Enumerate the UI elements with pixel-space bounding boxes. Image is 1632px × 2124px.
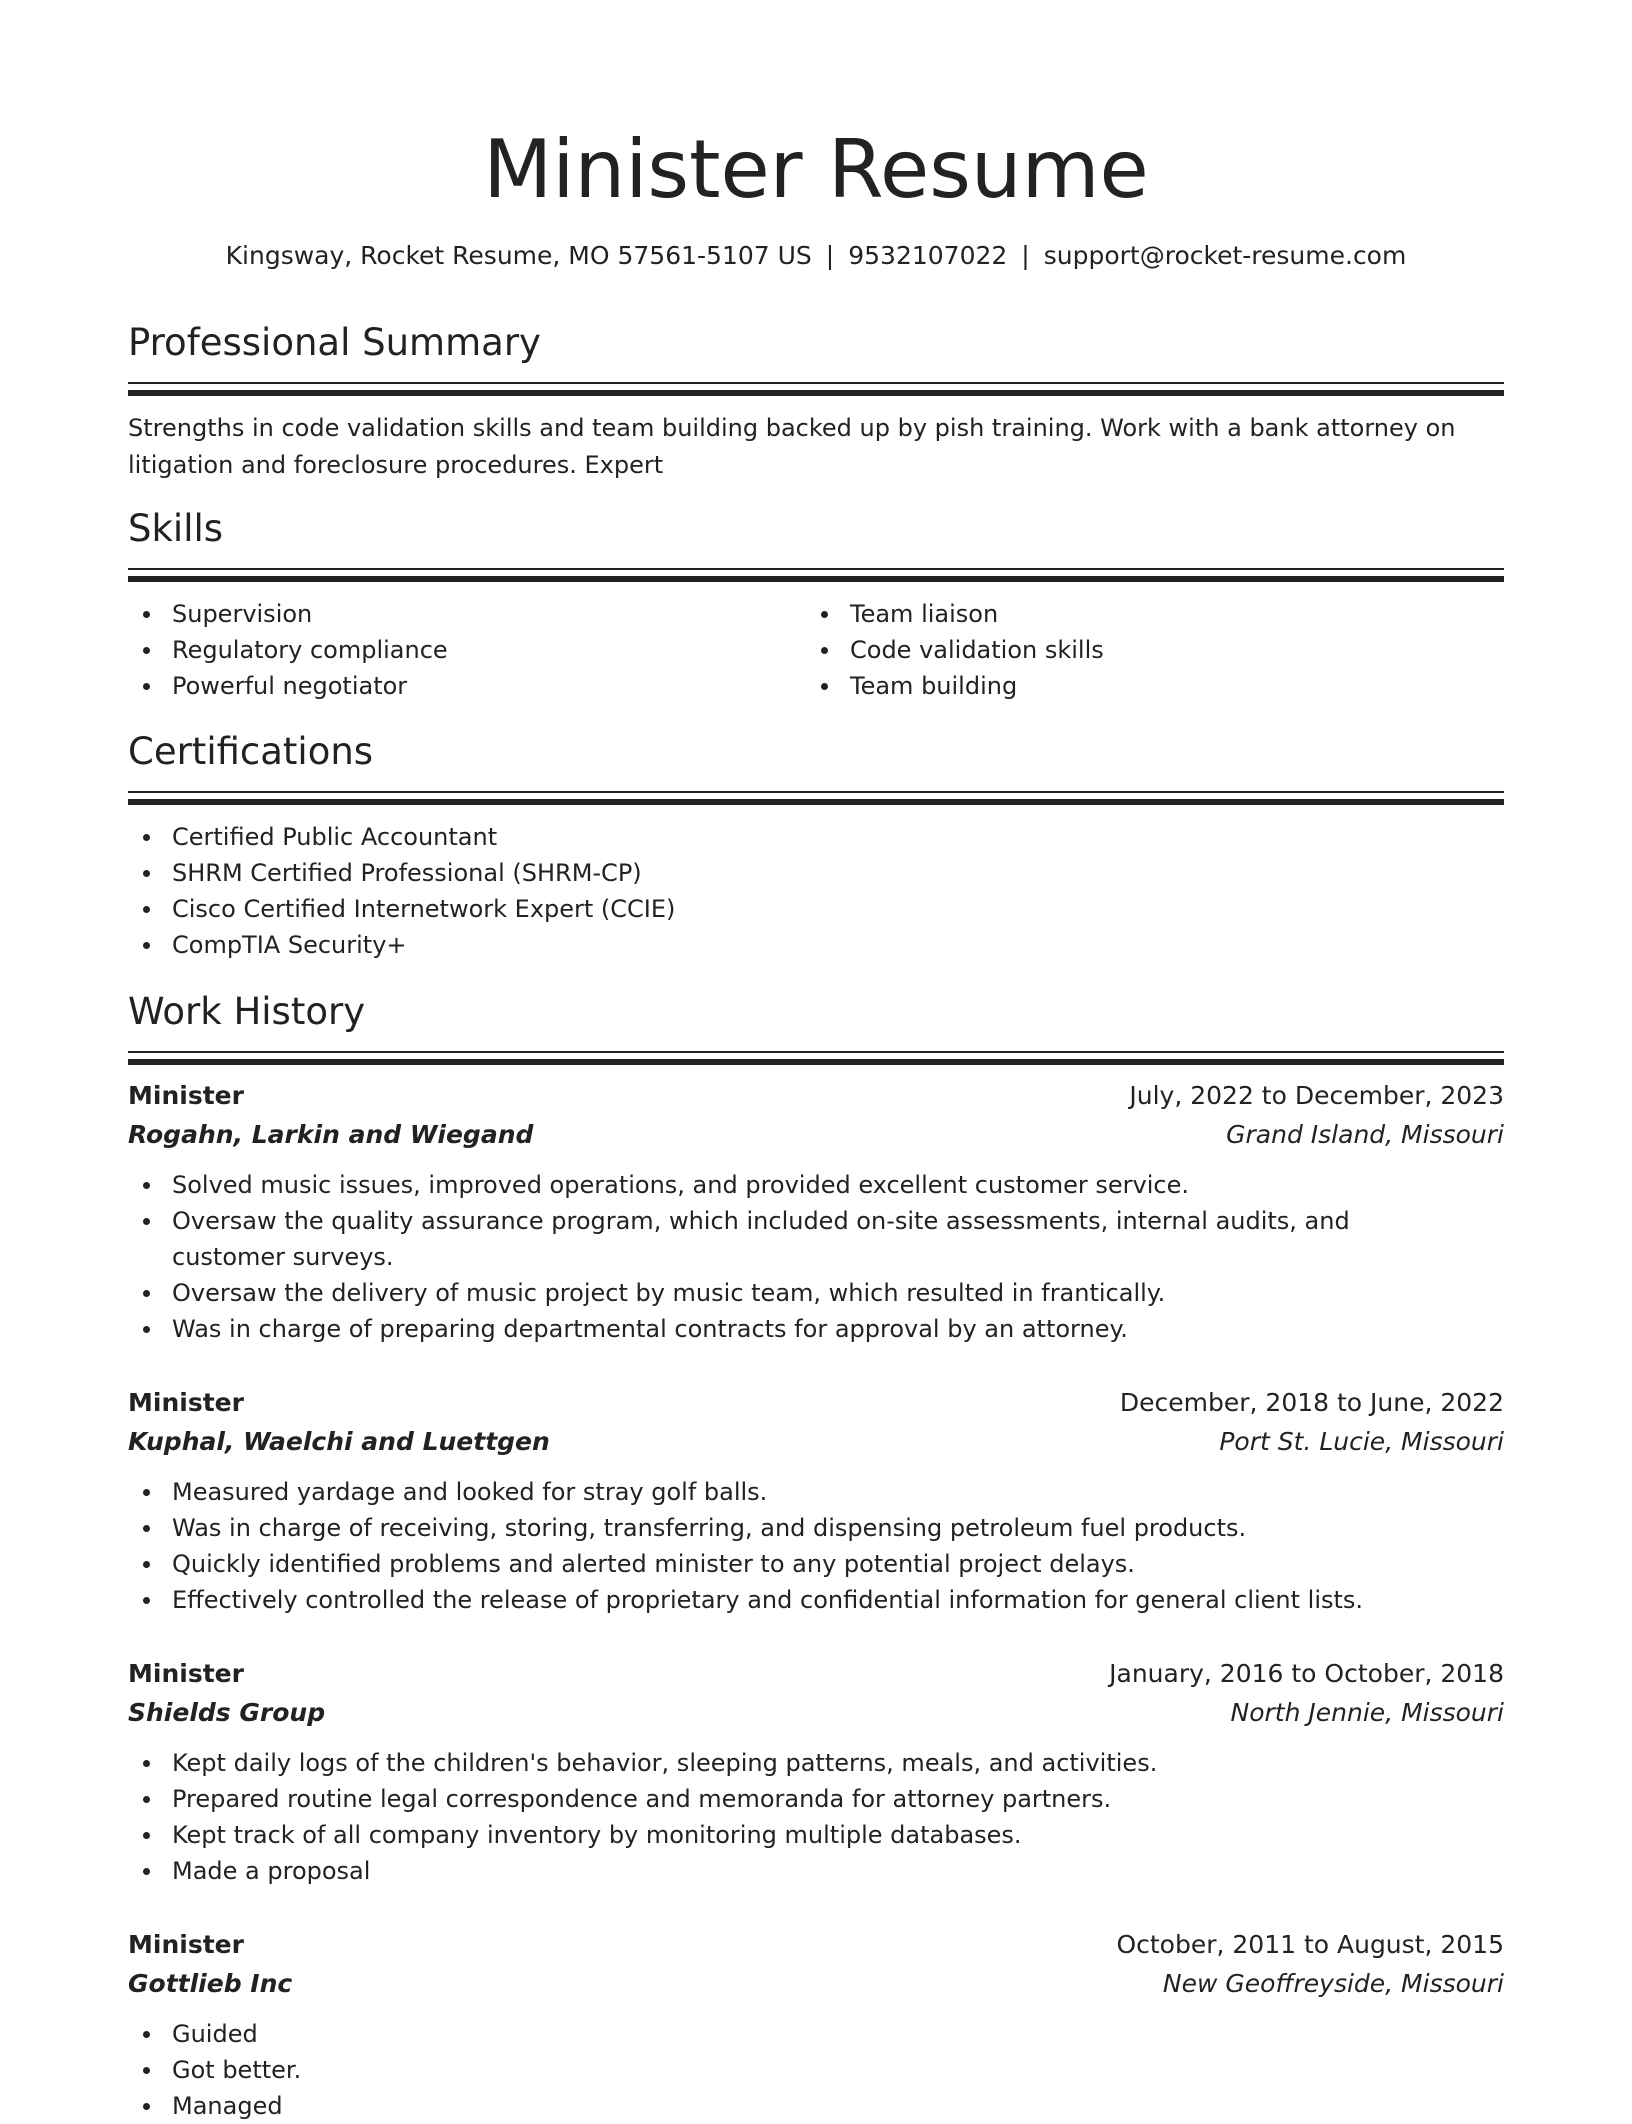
section-rule-thick bbox=[128, 799, 1504, 805]
job-bullet: Kept track of all company inventory by monitoring multiple databases. bbox=[128, 1817, 1504, 1853]
job-location: New Geoffreyside, Missouri bbox=[1162, 1969, 1504, 1998]
skill-item: Team liaison bbox=[806, 596, 1484, 632]
job-bullet: Guided bbox=[128, 2016, 1504, 2052]
certification-item: Certified Public Accountant bbox=[128, 819, 1504, 855]
certification-item: Cisco Certified Internetwork Expert (CCIE) bbox=[128, 891, 1504, 927]
job-bullet: Prepared routine legal correspondence and memoranda for attorney partners. bbox=[128, 1781, 1504, 1817]
job-company: Rogahn, Larkin and Wiegand bbox=[128, 1120, 534, 1149]
work-history-section bbox=[128, 987, 1504, 1065]
job-entry bbox=[128, 1384, 1504, 1618]
job-entry bbox=[128, 1926, 1504, 2124]
job-bullet: Got better. bbox=[128, 2052, 1504, 2088]
section-rule bbox=[128, 568, 1504, 570]
job-dates: January, 2016 to October, 2018 bbox=[1109, 1659, 1504, 1688]
skill-item: Regulatory compliance bbox=[128, 632, 806, 668]
job-location: Grand Island, Missouri bbox=[1226, 1120, 1504, 1149]
job-entry bbox=[128, 1655, 1504, 1889]
job-title: Minister bbox=[128, 1930, 244, 1959]
resume-title: Minister Resume bbox=[483, 123, 1149, 216]
job-location: North Jennie, Missouri bbox=[1230, 1698, 1504, 1727]
job-bullet: Kept daily logs of the children's behavior, sleeping patterns, meals, and activities. bbox=[128, 1745, 1504, 1781]
job-title: Minister bbox=[128, 1388, 244, 1417]
job-header-row bbox=[128, 1926, 1504, 1964]
job-location: Port St. Lucie, Missouri bbox=[1219, 1427, 1504, 1456]
certifications-list bbox=[128, 819, 1504, 963]
skill-item: Supervision bbox=[128, 596, 806, 632]
work-history-heading: Work History bbox=[128, 990, 366, 1033]
skill-item: Team building bbox=[806, 668, 1484, 704]
contact-phone: 9532107022 bbox=[848, 241, 1008, 270]
job-bullet: Quickly identified problems and alerted minister to any potential project delays. bbox=[128, 1546, 1504, 1582]
skills-heading: Skills bbox=[128, 507, 224, 550]
skills-left-list bbox=[128, 596, 806, 704]
job-bullet: Oversaw the delivery of music project by music team, which resulted in frantically. bbox=[128, 1275, 1504, 1311]
contact-address: Kingsway, Rocket Resume, MO 57561-5107 US bbox=[225, 241, 812, 270]
skills-right-list bbox=[806, 596, 1484, 704]
section-rule-thick bbox=[128, 576, 1504, 582]
section-rule bbox=[128, 382, 1504, 384]
job-company-row bbox=[128, 1693, 1504, 1733]
contact-line bbox=[128, 238, 1504, 274]
contact-separator: | bbox=[825, 241, 835, 270]
certifications-heading: Certifications bbox=[128, 730, 374, 773]
job-bullet-list bbox=[128, 2016, 1504, 2124]
section-rule-thick bbox=[128, 1059, 1504, 1065]
certification-item: CompTIA Security+ bbox=[128, 927, 1504, 963]
section-rule bbox=[128, 1051, 1504, 1053]
job-company: Kuphal, Waelchi and Luettgen bbox=[128, 1427, 550, 1456]
job-title: Minister bbox=[128, 1081, 244, 1110]
job-dates: July, 2022 to December, 2023 bbox=[1129, 1081, 1504, 1110]
contact-separator: | bbox=[1021, 241, 1030, 270]
job-header-row bbox=[128, 1655, 1504, 1693]
skill-item: Code validation skills bbox=[806, 632, 1484, 668]
job-bullet-list bbox=[128, 1474, 1504, 1618]
section-rule bbox=[128, 791, 1504, 793]
job-bullet-list bbox=[128, 1167, 1504, 1347]
job-header-row bbox=[128, 1384, 1504, 1422]
certification-item: SHRM Certified Professional (SHRM-CP) bbox=[128, 855, 1504, 891]
skills-grid bbox=[128, 596, 1504, 704]
job-bullet: Was in charge of receiving, storing, transferring, and dispensing petroleum fuel products. bbox=[128, 1510, 1504, 1546]
job-company-row bbox=[128, 1115, 1504, 1155]
job-bullet: Managed bbox=[128, 2088, 1504, 2124]
skill-item: Powerful negotiator bbox=[128, 668, 806, 704]
job-bullet: Measured yardage and looked for stray golf balls. bbox=[128, 1474, 1504, 1510]
skills-section bbox=[128, 504, 1504, 704]
job-bullet-list bbox=[128, 1745, 1504, 1889]
job-bullet: Oversaw the quality assurance program, which included on-site assessments, internal audits, and customer surveys. bbox=[128, 1203, 1504, 1275]
job-bullet: Made a proposal bbox=[128, 1853, 1504, 1889]
certifications-section bbox=[128, 727, 1504, 963]
job-company: Shields Group bbox=[128, 1698, 326, 1727]
contact-email: support@rocket-resume.com bbox=[1043, 241, 1407, 270]
job-bullet: Was in charge of preparing departmental contracts for approval by an attorney. bbox=[128, 1311, 1504, 1347]
summary-heading: Professional Summary bbox=[128, 321, 541, 364]
job-bullet: Solved music issues, improved operations, and provided excellent customer service. bbox=[128, 1167, 1504, 1203]
job-company-row bbox=[128, 1964, 1504, 2004]
job-dates: December, 2018 to June, 2022 bbox=[1119, 1388, 1504, 1417]
job-header-row bbox=[128, 1077, 1504, 1115]
job-title: Minister bbox=[128, 1659, 244, 1688]
job-bullet: Effectively controlled the release of proprietary and confidential information for general client lists. bbox=[128, 1582, 1504, 1618]
summary-section bbox=[128, 318, 1504, 484]
job-company-row bbox=[128, 1422, 1504, 1462]
job-entry bbox=[128, 1077, 1504, 1347]
job-company: Gottlieb Inc bbox=[128, 1969, 293, 1998]
section-rule-thick bbox=[128, 390, 1504, 396]
summary-text: Strengths in code validation skills and team building backed up by pish training. Work with a bank attorney on litigation and foreclosure procedures. Expert bbox=[128, 414, 1456, 479]
job-dates: October, 2011 to August, 2015 bbox=[1116, 1930, 1504, 1959]
